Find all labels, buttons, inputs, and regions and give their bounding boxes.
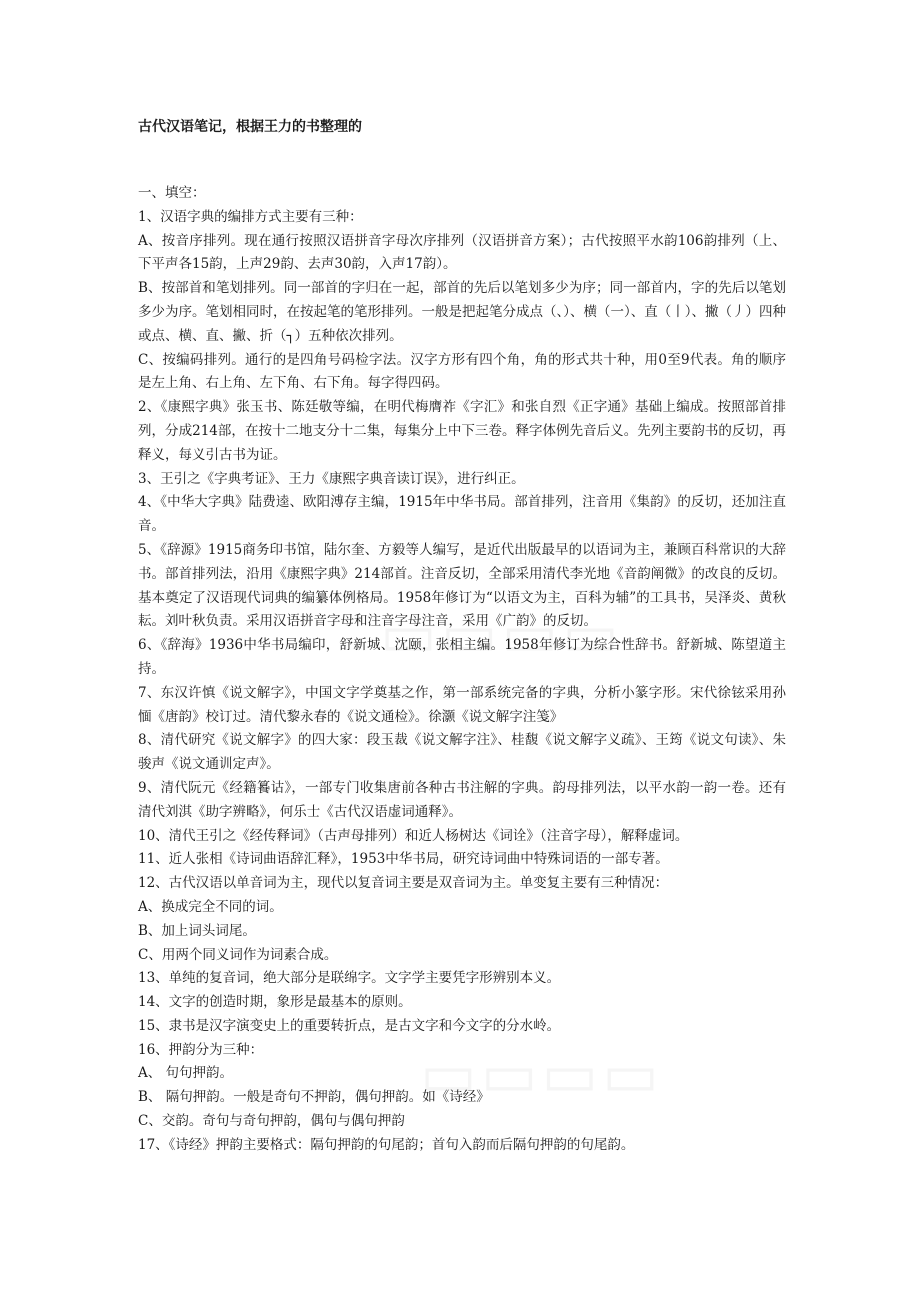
paragraph: 11、近人张相《诗词曲语辞汇释》，1953中华书局，研究诗词曲中特殊词语的一部专著。 bbox=[138, 851, 669, 868]
paragraph: B、 隔句押韵。一般是奇句不押韵，偶句押韵。如《诗经》 bbox=[138, 1089, 490, 1106]
watermark-shape bbox=[420, 1040, 663, 1110]
paragraph: 16、押韵分为三种： bbox=[138, 1041, 264, 1058]
paragraph: 17、《诗经》押韵主要格式：隔句押韵的句尾韵；首句入韵而后隔句押韵的句尾韵。 bbox=[138, 1136, 635, 1153]
paragraph: B、按部首和笔划排列。同一部首的字归在一起，部首的先后以笔划多少为序；同一部首内，字的先后以笔划多少为序。笔划相同时，在按起笔的笔形排列。一般是把起笔分成点（、）、横（一）、直（丨）、撇（丿）四种或点、横、直、撇、折（┐）五种依次排列。 bbox=[138, 280, 786, 344]
paragraph: 13、单纯的复音词，绝大部分是联绵字。文字学主要凭字形辨别本义。 bbox=[138, 970, 561, 987]
paragraph: C、用两个同义词作为词素合成。 bbox=[138, 946, 338, 963]
paragraph: 3、王引之《字典考证》、王力《康熙字典音读订误》，进行纠正。 bbox=[138, 470, 525, 487]
paragraph: B、加上词头词尾。 bbox=[138, 922, 256, 939]
paragraph: C、按编码排列。通行的是四角号码检字法。汉字方形有四个角，角的形式共十种，用0至9代表。角的顺序是左上角、右上角、左下角、右下角。每字得四码。 bbox=[138, 351, 786, 392]
paragraph: 10、清代王引之《经传释词》（古声母排列）和近人杨树达《词诠》（注音字母），解释虚词。 bbox=[138, 827, 689, 844]
paragraph: A、按音序排列。现在通行按照汉语拼音字母次序排列（汉语拼音方案）；古代按照平水韵106韵排列（上、下平声各15韵，上声29韵、去声30韵，入声17韵）。 bbox=[138, 232, 786, 273]
paragraph: 15、隶书是汉字演变史上的重要转折点，是古文字和今文字的分水岭。 bbox=[138, 1017, 561, 1034]
paragraph: 7、东汉许慎《说文解字》，中国文字学奠基之作，第一部系统完备的字典，分析小篆字形。宋代徐铉采用孙愐《唐韵》校订过。清代黎永春的《说文通检》。徐灏《说文解字注笺》 bbox=[138, 684, 786, 725]
watermark-shape bbox=[380, 600, 623, 670]
paragraph: 5、《辞源》1915商务印书馆，陆尔奎、方毅等人编写，是近代出版最早的以语词为主，兼顾百科常识的大辞书。部首排列法，沿用《康熙字典》214部首。注音反切，全部采用清代李光地《音韵阐微》的改良的反切。基本奠定了汉语现代词典的编纂体例格局。1958年修订为“以语文为主，百科为辅”的工具书，吴泽炎、黄秋耘。刘叶秋负责。采用汉语拼音字母和注音字母注音，采用《广韵》的反切。 bbox=[138, 541, 786, 630]
paragraph: 8、清代研究《说文解字》的四大家：段玉裁《说文解字注》、桂馥《说文解字义疏》、王筠《说文句读》、朱骏声《说文通训定声》。 bbox=[138, 732, 786, 773]
paragraph: 2、《康熙字典》张玉书、陈廷敬等编，在明代梅膺祚《字汇》和张自烈《正字通》基础上编成。按照部首排列，分成214部，在按十二地支分十二集，每集分上中下三卷。释字体例先音后义。先列主要韵书的反切，再释义，每义引古书为证。 bbox=[138, 399, 786, 463]
paragraph: A、 句句押韵。 bbox=[138, 1065, 234, 1082]
paragraph: 1、汉语字典的编排方式主要有三种： bbox=[138, 208, 363, 225]
paragraph: 6、《辞海》1936中华书局编印，舒新城、沈颐，张相主编。1958年修订为综合性辞书。舒新城、陈望道主持。 bbox=[138, 637, 786, 677]
paragraph: 一、填空： bbox=[138, 185, 206, 201]
paragraph: 4、《中华大字典》陆费逵、欧阳溥存主编，1915年中华书局。部首排列，注音用《集韵》的反切，还加注直音。 bbox=[138, 494, 786, 535]
document-title: 古代汉语笔记，根据王力的书整理的 bbox=[138, 119, 362, 135]
paragraph: C、交韵。奇句与奇句押韵，偶句与偶句押韵 bbox=[138, 1113, 405, 1130]
paragraph: A、换成完全不同的词。 bbox=[138, 898, 283, 915]
paragraph: 14、文字的创造时期，象形是最基本的原则。 bbox=[138, 994, 412, 1011]
paragraph: 9、清代阮元《经籍籑诂》，一部专门收集唐前各种古书注解的字典。韵母排列法，以平水韵一韵一卷。还有清代刘淇《助字辨略》，何乐士《古代汉语虚词通释》。 bbox=[138, 779, 786, 820]
paragraph: 12、古代汉语以单音词为主，现代以复音词主要是双音词为主。单变复主要有三种情况： bbox=[138, 875, 669, 892]
